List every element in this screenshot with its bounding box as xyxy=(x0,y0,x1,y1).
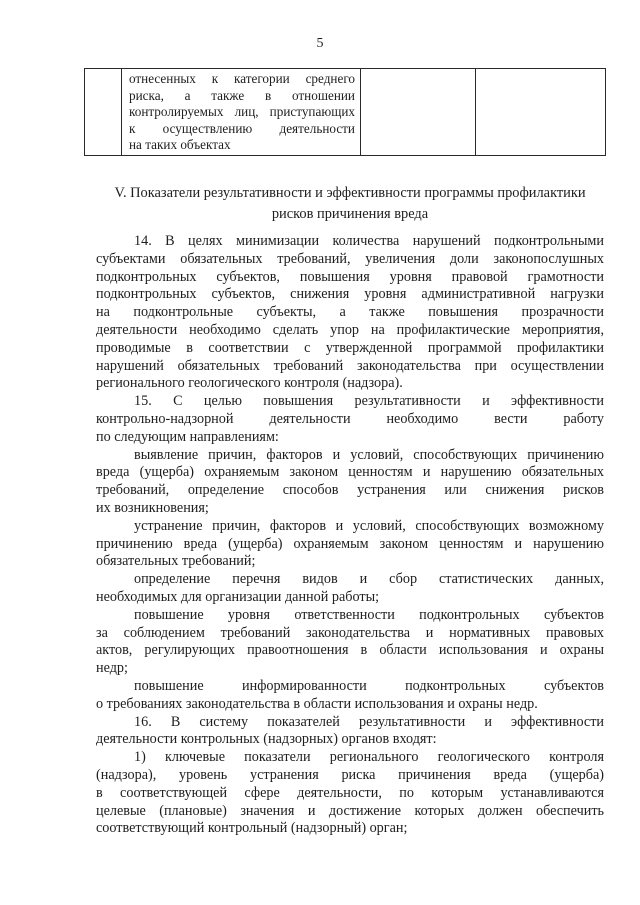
paragraph-line: недр; xyxy=(96,660,128,677)
paragraph-line: выявление причин, факторов и условий, способствующих причинению xyxy=(134,446,604,463)
table-column-divider xyxy=(360,69,361,155)
paragraph-line: подконтрольных субъектов, снижения уровня административной нагрузки xyxy=(96,286,604,303)
table-text-line: риска, а также в отношении xyxy=(129,87,355,103)
table-text-line: к осуществлению деятельности xyxy=(129,120,355,136)
paragraph-line: по следующим направлениям: xyxy=(96,428,279,445)
paragraph-line: устранение причин, факторов и условий, способствующих возможному xyxy=(134,517,604,534)
paragraph xyxy=(96,749,604,838)
section-title-line: рисков причинения вреда xyxy=(271,206,429,222)
paragraph-line: 16. В систему показателей результативности и эффективности xyxy=(134,713,604,730)
paragraph-line: деятельности контрольных (надзорных) органов входят: xyxy=(96,731,437,748)
paragraph-line: причинению вреда (ущерба) охраняемым законом ценностям и нарушению xyxy=(96,535,604,552)
paragraph-line: соответствующий контрольный (надзорный) орган; xyxy=(96,820,408,837)
paragraph-line: определение перечня видов и сбор статистических данных, xyxy=(134,571,604,588)
paragraph-line: субъектами обязательных требований, увеличения доли законопослушных xyxy=(96,250,604,267)
table-fragment xyxy=(84,68,606,156)
paragraph xyxy=(96,518,604,571)
paragraph-line: в соответствующей сфере деятельности, по которым устанавливаются xyxy=(96,784,604,801)
paragraph-line: 1) ключевые показатели регионального геологического контроля xyxy=(134,749,604,766)
paragraph-line: целевые (плановые) значения и достижение которых должен обеспечить xyxy=(96,802,604,819)
paragraph-line: 14. В целях минимизации количества нарушений подконтрольными xyxy=(134,233,604,249)
paragraph-line: повышение уровня ответственности подконтрольных субъектов xyxy=(134,606,604,623)
paragraph-line: их возникновения; xyxy=(96,499,209,516)
paragraph xyxy=(96,233,604,393)
paragraph-line: нарушений обязательных требований законодательства при осуществлении xyxy=(96,357,604,374)
paragraph xyxy=(96,571,604,607)
paragraph-line: подконтрольных субъектов, повышения уровня правовой грамотности xyxy=(96,268,604,285)
table-text-line: на таких объектах xyxy=(129,137,231,152)
paragraph-line: 15. С целью повышения результативности и эффективности xyxy=(134,393,604,410)
paragraph xyxy=(96,714,604,750)
paragraph-line: деятельности необходимо сделать упор на профилактические мероприятия, xyxy=(96,321,604,338)
table-column-divider xyxy=(475,69,476,155)
section-title-line: V. Показатели результативности и эффективности программы профилактики xyxy=(114,185,586,201)
table-column-divider xyxy=(121,69,122,155)
paragraph-line: регионального геологического контроля (надзора). xyxy=(96,375,403,392)
table-cell-text xyxy=(129,71,355,154)
table-text-line: контролируемых лиц, приступающих xyxy=(129,104,355,119)
paragraph xyxy=(96,607,604,678)
body-text xyxy=(96,233,604,838)
paragraph-line: на подконтрольные субъекты, а также повышения прозрачности xyxy=(96,304,604,321)
paragraph xyxy=(96,678,604,714)
paragraph-line: (надзора), уровень устранения риска причинения вреда (ущерба) xyxy=(96,766,604,783)
paragraph-line: требований, определение способов устранения или снижения рисков xyxy=(96,482,604,499)
paragraph xyxy=(96,447,604,518)
paragraph-line: за соблюдением требований законодательства и нормативных правовых xyxy=(96,624,604,641)
paragraph-line: проводимые в соответствии с утвержденной программой профилактики xyxy=(96,339,604,356)
paragraph-line: о требованиях законодательства в области использования и охраны недр. xyxy=(96,695,538,712)
table-text-line: отнесенных к категории среднего xyxy=(129,71,355,86)
paragraph xyxy=(96,393,604,446)
paragraph-line: повышение информированности подконтрольных субъектов xyxy=(134,677,604,694)
section-title xyxy=(96,183,604,225)
page-number: 5 xyxy=(316,36,324,51)
paragraph-line: актов, регулирующих правоотношения в области использования и охраны xyxy=(96,642,604,659)
paragraph-line: контрольно-надзорной деятельности необходимо вести работу xyxy=(96,410,604,427)
paragraph-line: обязательных требований; xyxy=(96,553,256,570)
paragraph-line: вреда (ущерба) охраняемым законом ценностям и нарушению обязательных xyxy=(96,464,604,481)
paragraph-line: необходимых для организации данной работы; xyxy=(96,588,380,605)
